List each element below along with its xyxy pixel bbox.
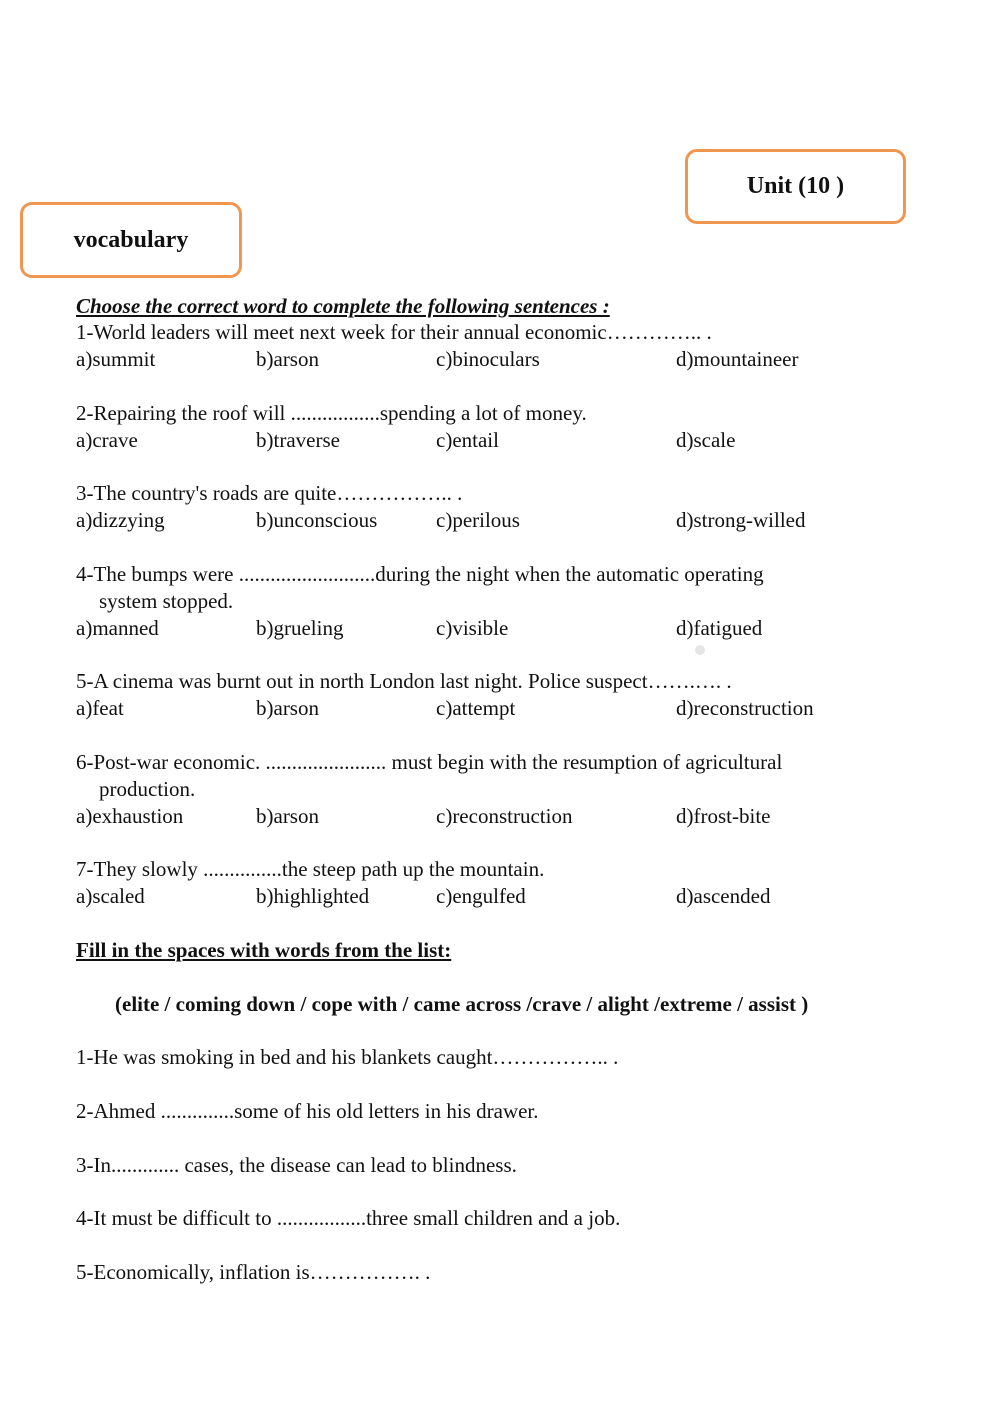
- option-d: d)reconstruction: [676, 696, 814, 720]
- option-d: d)scale: [676, 428, 736, 452]
- unit-title-box: [685, 149, 906, 224]
- option-b: b)arson: [256, 804, 319, 828]
- option-b: b)traverse: [256, 428, 340, 452]
- option-a: a)exhaustion: [76, 804, 184, 828]
- option-a: a)scaled: [76, 884, 145, 908]
- question-text: 4-The bumps were ..........................during the night when the automatic operating: [76, 562, 764, 586]
- unit-title: Unit (10 ): [746, 173, 845, 199]
- fill-sentence: 2-Ahmed ..............some of his old letters in his drawer.: [76, 1099, 539, 1123]
- fill-instruction: Fill in the spaces with words from the list:: [76, 938, 452, 962]
- option-d: d)frost-bite: [676, 804, 771, 828]
- option-a: a)dizzying: [76, 508, 165, 532]
- question-text: 1-World leaders will meet next week for their annual economic………….. .: [76, 320, 712, 344]
- section-title-box: [20, 202, 242, 278]
- mcq-instruction: Choose the correct word to complete the following sentences :: [76, 294, 610, 318]
- option-a: a)manned: [76, 616, 159, 640]
- option-a: a)summit: [76, 347, 156, 371]
- option-c: c)binoculars: [436, 347, 540, 371]
- option-d: d)strong-willed: [676, 508, 806, 532]
- option-a: a)feat: [76, 696, 124, 720]
- option-a: a)crave: [76, 428, 138, 452]
- option-b: b)arson: [256, 347, 319, 371]
- fill-sentence: 1-He was smoking in bed and his blankets caught…………….. .: [76, 1045, 619, 1069]
- question-text-continuation: production.: [99, 777, 196, 801]
- option-c: c)perilous: [436, 508, 520, 532]
- decorative-dot: [695, 645, 705, 655]
- option-c: c)reconstruction: [436, 804, 573, 828]
- question-text: 2-Repairing the roof will .................spending a lot of money.: [76, 401, 587, 425]
- fill-sentence: 4-It must be difficult to .................three small children and a job.: [76, 1206, 621, 1230]
- option-b: b)unconscious: [256, 508, 378, 532]
- option-d: d)mountaineer: [676, 347, 799, 371]
- question-text: 5-A cinema was burnt out in north London last night. Police suspect…….…. .: [76, 669, 732, 693]
- option-b: b)arson: [256, 696, 319, 720]
- question-text: 3-The country's roads are quite…………….. .: [76, 481, 463, 505]
- option-c: c)visible: [436, 616, 509, 640]
- question-text: 7-They slowly ...............the steep path up the mountain.: [76, 857, 545, 881]
- word-list: (elite / coming down / cope with / came across /crave / alight /extreme / assist ): [115, 992, 809, 1016]
- option-b: b)grueling: [256, 616, 344, 640]
- option-b: b)highlighted: [256, 884, 370, 908]
- option-c: c)attempt: [436, 696, 516, 720]
- question-text: 6-Post-war economic. ....................... must begin with the resumption of agricultural: [76, 750, 783, 774]
- option-d: d)ascended: [676, 884, 771, 908]
- section-title: vocabulary: [73, 226, 189, 253]
- fill-sentence: 3-In............. cases, the disease can lead to blindness.: [76, 1153, 517, 1177]
- question-text-continuation: system stopped.: [99, 589, 234, 613]
- fill-sentence: 5-Economically, inflation is……………. .: [76, 1260, 431, 1284]
- option-c: c)entail: [436, 428, 499, 452]
- option-d: d)fatigued: [676, 616, 763, 640]
- option-c: c)engulfed: [436, 884, 526, 908]
